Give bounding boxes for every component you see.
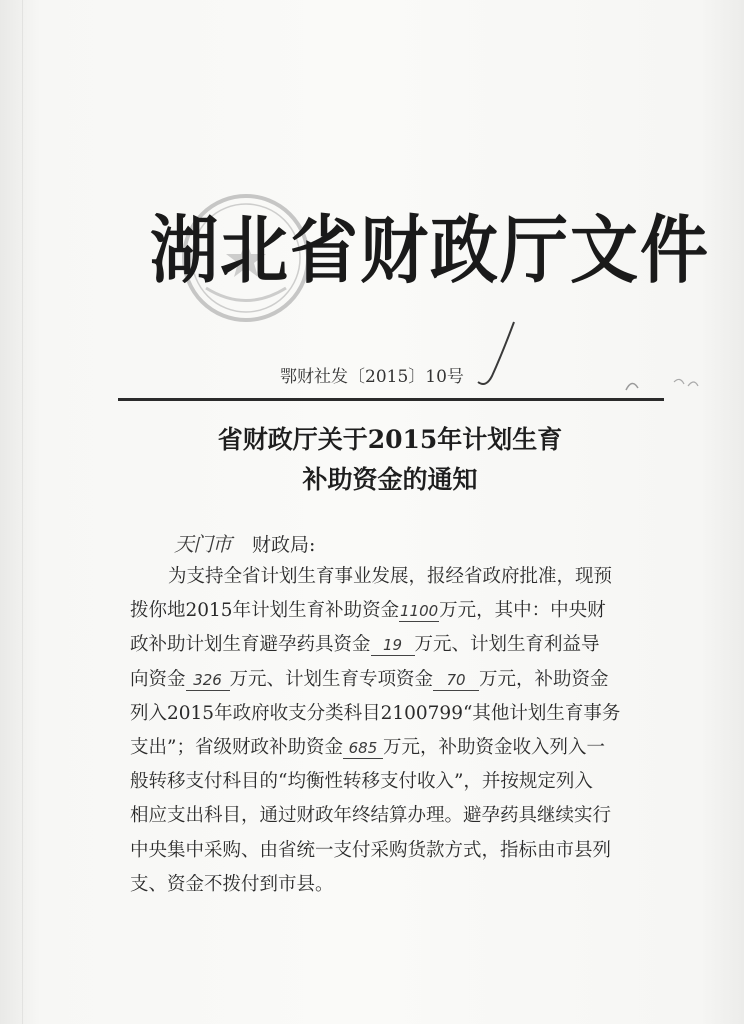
body-line-2: [130, 594, 640, 628]
body-line-1: 为支持全省计划生育事业发展，报经省政府批准，现预: [168, 566, 613, 587]
addressee-city-handwritten: 天门市: [174, 532, 231, 556]
body-text-segment: 万元、计划生育利益导: [414, 634, 600, 656]
document-number: 鄂财社发〔2015〕10号: [280, 367, 464, 387]
addressee-bureau: 财政局:: [252, 534, 316, 556]
benefit-amount-blank: 326: [186, 670, 230, 691]
scan-fold-line: [22, 0, 23, 1024]
body-line-6: [130, 731, 640, 765]
body-line-9: 中央集中采购、由省统一支付采购货款方式，指标由市县列: [130, 839, 612, 861]
handwritten-check-mark: [468, 318, 528, 390]
notice-title: [150, 420, 630, 500]
body-text-segment: 向资金: [130, 668, 186, 690]
header-title: 湖北省财政厅文件: [150, 207, 711, 294]
body-text-segment: 拨你地2015年计划生育补助资金: [130, 600, 400, 622]
special-amount-blank: 70: [433, 670, 479, 691]
body-text-segment: 支出”；省级财政补助资金: [130, 737, 343, 759]
body-text-segment: 万元，补助资金: [479, 668, 609, 690]
body-text-segment: 万元，其中：中央财: [439, 600, 606, 622]
body-line-10: 支、资金不拨付到市县。: [130, 873, 334, 895]
addressee: [174, 528, 315, 557]
provincial-amount-blank: 685: [343, 738, 383, 759]
notice-title-line-1: 省财政厅关于2015年计划生育: [217, 425, 563, 454]
body-text-segment: 政补助计划生育避孕药具资金: [130, 634, 371, 656]
contraceptive-amount-blank: 19: [371, 635, 415, 656]
notice-title-line-2: 补助资金的通知: [302, 465, 478, 494]
margin-handwriting-mark: [622, 372, 702, 396]
header-divider: [118, 398, 664, 401]
body-line-3: [130, 628, 640, 662]
body-line-7: 般转移支付科目的“均衡性转移支付收入”，并按规定列入: [130, 771, 593, 793]
body-line-8: 相应支出科目，通过财政年终结算办理。避孕药具继续实行: [130, 805, 612, 827]
notice-body: [130, 560, 640, 902]
body-text-segment: 万元，补助资金收入列入一: [382, 737, 605, 759]
body-text-segment: 万元、计划生育专项资金: [229, 668, 434, 690]
body-line-5: 列入2015年政府收支分类科目2100799“其他计划生育事务: [130, 702, 621, 724]
body-line-4: [130, 663, 640, 697]
total-amount-blank: 1100: [400, 602, 439, 621]
